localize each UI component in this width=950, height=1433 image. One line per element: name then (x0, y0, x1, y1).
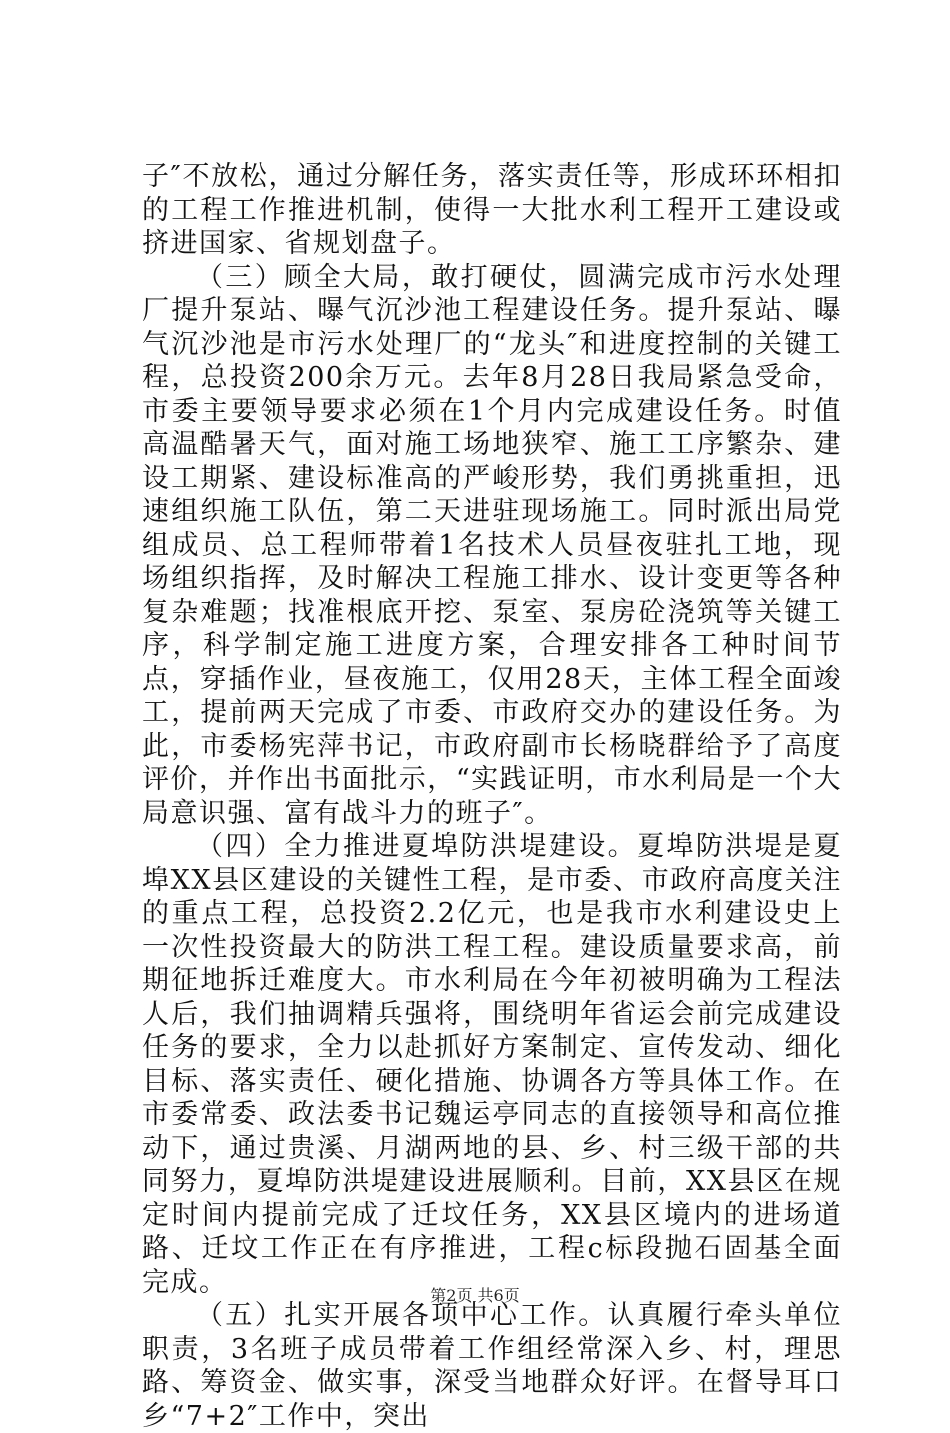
paragraph-section-5: （五）扎实开展各项中心工作。认真履行牵头单位职责，3名班子成员带着工作组经常深入乡、村，理思路、筹资金、做实事，深受当地群众好评。在督导耳口乡“7+2″工作中，突出 (142, 1300, 842, 1432)
document-body (142, 160, 842, 1433)
paragraph-section-3: （三）顾全大局，敢打硬仗，圆满完成市污水处理厂提升泵站、曝气沉沙池工程建设任务。提升泵站、曝气沉沙池是市污水处理厂的“龙头″和进度控制的关键工程，总投资200余万元。去年8月28日我局紧急受命，市委主要领导要求必须在1个月内完成建设任务。时值高温酷暑天气，面对施工场地狭窄、施工工序繁杂、建设工期紧、建设标准高的严峻形势，我们勇挑重担，迅速组织施工队伍，第二天进驻现场施工。同时派出局党组成员、总工程师带着1名技术人员昼夜驻扎工地，现场组织指挥，及时解决工程施工排水、设计变更等各种复杂难题；找准根底开挖、泵室、泵房砼浇筑等关键工序，科学制定施工进度方案，合理安排各工种时间节点，穿插作业，昼夜施工，仅用28天，主体工程全面竣工，提前两天完成了市委、市政府交办的建设任务。为此，市委杨宪萍书记，市政府副市长杨晓群给予了高度评价，并作出书面批示，“实践证明，市水利局是一个大局意识强、富有战斗力的班子″。 (142, 261, 842, 829)
page-number-footer: 第2页 共6页 (430, 1286, 520, 1305)
paragraph-continuation: 子″不放松，通过分解任务，落实责任等，形成环环相扣的工程工作推进机制，使得一大批水利工程开工建设或挤进国家、省规划盘子。 (142, 161, 842, 259)
paragraph-section-4: （四）全力推进夏埠防洪堤建设。夏埠防洪堤是夏埠XX县区建设的关键性工程，是市委、市政府高度关注的重点工程，总投资2.2亿元，也是我市水利建设史上一次性投资最大的防洪工程工程。建设质量要求高，前期征地拆迁难度大。市水利局在今年初被明确为工程法人后，我们抽调精兵强将，围绕明年省运会前完成建设任务的要求，全力以赴抓好方案制定、宣传发动、细化目标、落实责任、硬化措施、协调各方等具体工作。在市委常委、政法委书记魏运亭同志的直接领导和高位推动下，通过贵溪、月湖两地的县、乡、村三级干部的共同努力，夏埠防洪堤建设进展顺利。目前，XX县区在规定时间内提前完成了迁坟任务，XX县区境内的进场道路、迁坟工作正在有序推进，工程c标段抛石固基全面完成。 (142, 831, 842, 1298)
